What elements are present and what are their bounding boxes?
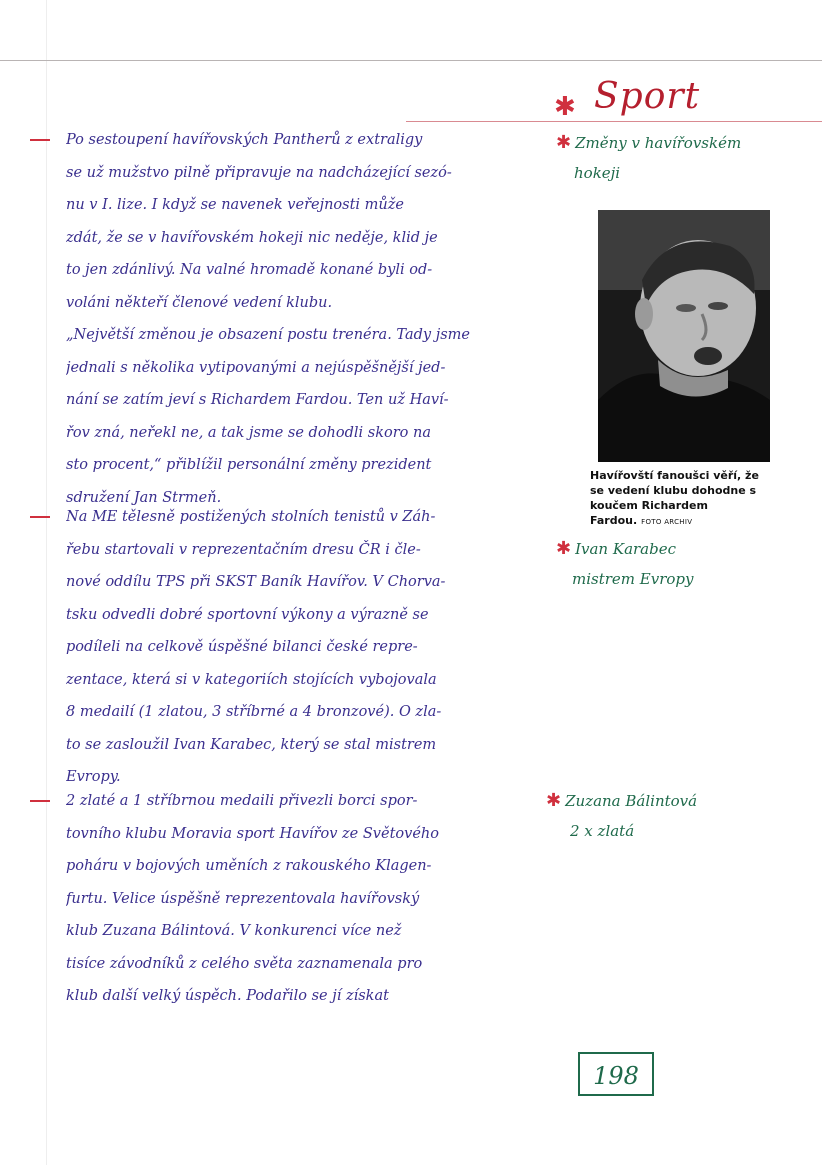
text-line: nové oddílu TPS při SKST Baník Havířov. V Chorva- bbox=[66, 574, 446, 590]
margin-note-balintova bbox=[546, 786, 697, 846]
text-line: nání se zatím jeví s Richardem Fardou. Ten už Haví- bbox=[66, 392, 449, 408]
note-line: Ivan Karabec bbox=[575, 540, 677, 558]
margin-note-karabec bbox=[556, 534, 694, 594]
caption-text: Havířovští fanoušci věří, že se vedení klubu dohodne s koučem Richardem Fardou. bbox=[590, 469, 759, 527]
note-line: 2 x zlatá bbox=[570, 822, 635, 840]
section-title: Sport bbox=[594, 76, 701, 117]
text-line: poháru v bojových uměních z rakouského Klagen- bbox=[66, 858, 432, 874]
margin-rule bbox=[46, 0, 47, 1165]
photo-caption bbox=[590, 468, 772, 530]
asterisk-icon: ✱ bbox=[554, 92, 576, 122]
note-line: Zuzana Bálintová bbox=[565, 792, 698, 810]
text-line: Na ME tělesně postižených stolních tenistů v Záh- bbox=[66, 509, 436, 525]
paragraph-bullet-dash bbox=[30, 139, 50, 141]
text-line: zentace, která si v kategoriích stojících vybojovala bbox=[66, 671, 437, 688]
photo-credit: FOTO ARCHIV bbox=[641, 518, 693, 526]
text-line: podíleli na celkově úspěšné bilanci české repre- bbox=[66, 639, 418, 655]
text-line: jednali s několika vytipovanými a nejúspěšnější jed- bbox=[66, 359, 446, 376]
page-number: 198 bbox=[578, 1052, 654, 1096]
text-line: se už mužstvo pilně připravuje na nadcházející sezó- bbox=[66, 164, 452, 181]
coach-photo bbox=[598, 210, 770, 462]
text-line: 8 medailí (1 zlatou, 3 stříbrné a 4 bronzové). O zla- bbox=[66, 704, 442, 720]
text-line: sdružení Jan Strmeň. bbox=[66, 489, 222, 506]
paragraph-hockey bbox=[66, 124, 556, 514]
paragraph-martial-arts bbox=[66, 785, 556, 1013]
text-line: to jen zdánlivý. Na valné hromadě konané byli od- bbox=[66, 262, 433, 278]
margin-note-hockey bbox=[556, 128, 741, 188]
text-line: 2 zlaté a 1 stříbrnou medaili přivezli borci spor- bbox=[66, 793, 418, 809]
text-line: to se zasloužil Ivan Karabec, který se stal mistrem bbox=[66, 736, 437, 753]
newspaper-clipping bbox=[590, 210, 770, 527]
note-line: mistrem Evropy bbox=[572, 570, 694, 588]
text-line: tovního klubu Moravia sport Havířov ze Světového bbox=[66, 825, 439, 842]
text-line: nu v I. lize. I když se navenek veřejnosti může bbox=[66, 197, 404, 213]
text-line: klub Zuzana Bálintová. V konkurenci více než bbox=[66, 923, 402, 939]
note-line: hokeji bbox=[574, 164, 621, 182]
paragraph-table-tennis bbox=[66, 501, 556, 794]
text-line: sto procent,“ přiblížil personální změny prezident bbox=[66, 457, 432, 473]
text-line: Po sestoupení havířovských Pantherů z extraligy bbox=[66, 132, 423, 148]
text-line: klub další velký úspěch. Podařilo se jí získat bbox=[66, 988, 389, 1004]
paragraph-bullet-dash bbox=[30, 516, 50, 518]
paragraph-bullet-dash bbox=[30, 800, 50, 802]
text-line: „Největší změnou je obsazení postu trenéra. Tady jsme bbox=[66, 327, 470, 343]
text-line: řov zná, neřekl ne, a tak jsme se dohodli skoro na bbox=[66, 424, 431, 441]
text-line: Evropy. bbox=[66, 769, 121, 785]
asterisk-icon: ✱ bbox=[546, 790, 562, 811]
text-line: tisíce závodníků z celého světa zaznamenala pro bbox=[66, 955, 423, 972]
text-line: tsku odvedli dobré sportovní výkony a výrazně se bbox=[66, 606, 429, 623]
text-line: zdát, že se v havířovském hokeji nic neděje, klid je bbox=[66, 229, 438, 246]
text-line: řebu startovali v reprezentačním dresu ČR i čle- bbox=[66, 541, 421, 558]
asterisk-icon: ✱ bbox=[556, 538, 572, 559]
asterisk-icon: ✱ bbox=[556, 132, 572, 153]
rule-line bbox=[0, 60, 822, 61]
text-line: voláni někteří členové vedení klubu. bbox=[66, 294, 333, 311]
text-line: furtu. Velice úspěšně reprezentovala havířovský bbox=[66, 890, 420, 907]
note-line: Změny v havířovském bbox=[575, 134, 742, 152]
section-header bbox=[548, 76, 798, 126]
